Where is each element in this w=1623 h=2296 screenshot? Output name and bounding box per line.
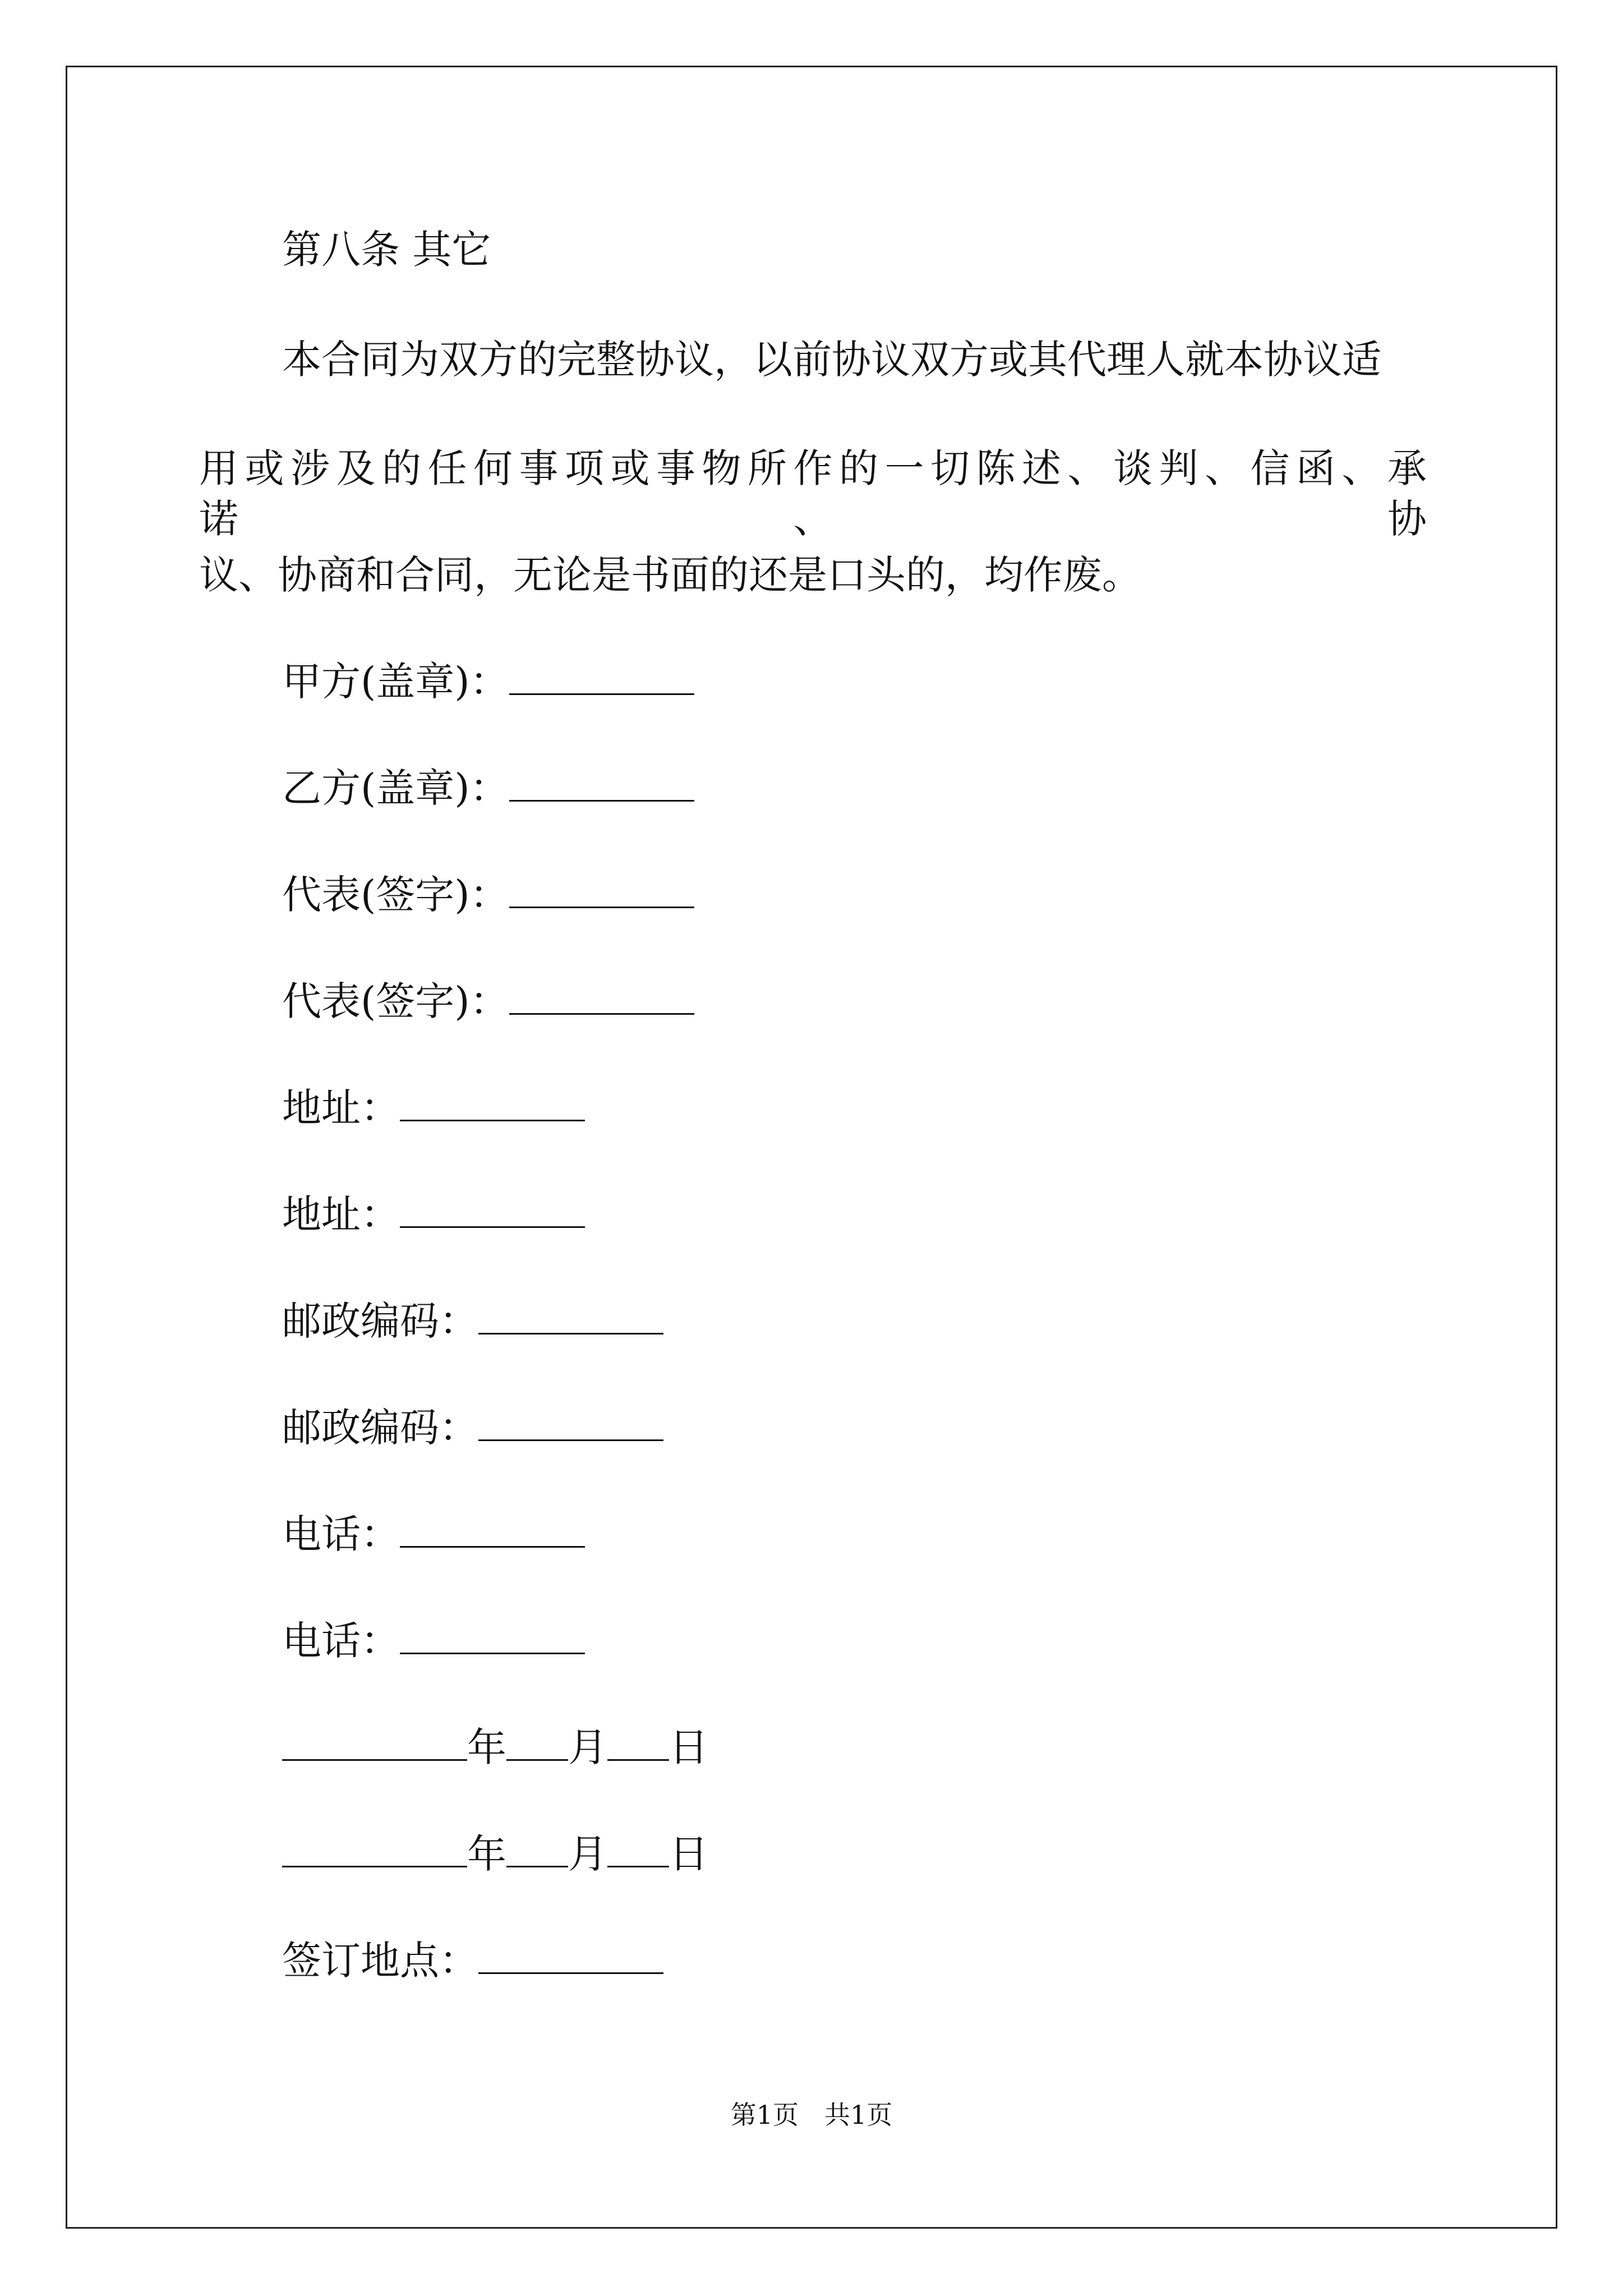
postal-code-b-field bbox=[282, 1402, 663, 1453]
phone-a-field bbox=[282, 1509, 585, 1559]
date-a-year-blank bbox=[282, 1724, 467, 1761]
body-line-2: 用或涉及的任何事项或事物所作的一切陈述、谈判、信函、承诺、协 bbox=[199, 445, 1430, 542]
phone-b-label: 电话： bbox=[282, 1618, 400, 1664]
party-a-seal-label: 甲方(盖章)： bbox=[282, 659, 509, 705]
party-a-seal-blank bbox=[509, 659, 694, 695]
date-line-b bbox=[282, 1829, 708, 1879]
postal-code-a-field bbox=[282, 1296, 663, 1346]
date-a-day-label: 日 bbox=[669, 1724, 708, 1770]
postal-code-a-label: 邮政编码： bbox=[282, 1298, 478, 1344]
phone-a-label: 电话： bbox=[282, 1511, 400, 1557]
date-b-day-label: 日 bbox=[669, 1831, 708, 1877]
signing-place-field bbox=[282, 1935, 663, 1986]
rep-a-signature-label: 代表(签字)： bbox=[282, 872, 509, 918]
rep-a-signature-field bbox=[282, 869, 694, 920]
rep-b-signature-blank bbox=[509, 978, 694, 1015]
date-b-month-blank bbox=[506, 1831, 568, 1867]
address-b-field bbox=[282, 1189, 585, 1240]
date-a-month-label: 月 bbox=[568, 1724, 607, 1770]
signing-place-label: 签订地点： bbox=[282, 1938, 478, 1984]
date-a-day-blank bbox=[607, 1724, 669, 1761]
address-a-blank bbox=[400, 1085, 585, 1121]
phone-b-blank bbox=[400, 1618, 585, 1654]
party-a-seal-field bbox=[282, 656, 694, 707]
address-b-blank bbox=[400, 1191, 585, 1228]
party-b-seal-field bbox=[282, 763, 694, 813]
postal-code-b-label: 邮政编码： bbox=[282, 1405, 478, 1451]
date-line-a bbox=[282, 1722, 708, 1773]
address-b-label: 地址： bbox=[282, 1191, 400, 1237]
body-line-3: 议、协商和合同，无论是书面的还是口头的，均作废。 bbox=[199, 552, 1141, 598]
signing-place-blank bbox=[478, 1938, 663, 1974]
address-a-field bbox=[282, 1083, 585, 1133]
date-b-day-blank bbox=[607, 1831, 669, 1867]
address-a-label: 地址： bbox=[282, 1085, 400, 1131]
rep-b-signature-label: 代表(签字)： bbox=[282, 978, 509, 1024]
postal-code-b-blank bbox=[478, 1405, 663, 1441]
date-b-month-label: 月 bbox=[568, 1831, 607, 1877]
date-a-month-blank bbox=[506, 1724, 568, 1761]
date-b-year-blank bbox=[282, 1831, 467, 1867]
article-heading: 第八条 其它 bbox=[282, 227, 491, 273]
rep-a-signature-blank bbox=[509, 872, 694, 908]
page-border bbox=[66, 66, 1557, 2229]
phone-a-blank bbox=[400, 1511, 585, 1548]
postal-code-a-blank bbox=[478, 1298, 663, 1335]
page-footer: 第1页 共1页 bbox=[730, 2100, 893, 2130]
date-b-year-label: 年 bbox=[467, 1831, 506, 1877]
phone-b-field bbox=[282, 1616, 585, 1666]
rep-b-signature-field bbox=[282, 976, 694, 1027]
party-b-seal-label: 乙方(盖章)： bbox=[282, 765, 509, 811]
party-b-seal-blank bbox=[509, 765, 694, 802]
body-line-1: 本合同为双方的完整协议，以前协议双方或其代理人就本协议适 bbox=[282, 337, 1381, 383]
date-a-year-label: 年 bbox=[467, 1724, 506, 1770]
